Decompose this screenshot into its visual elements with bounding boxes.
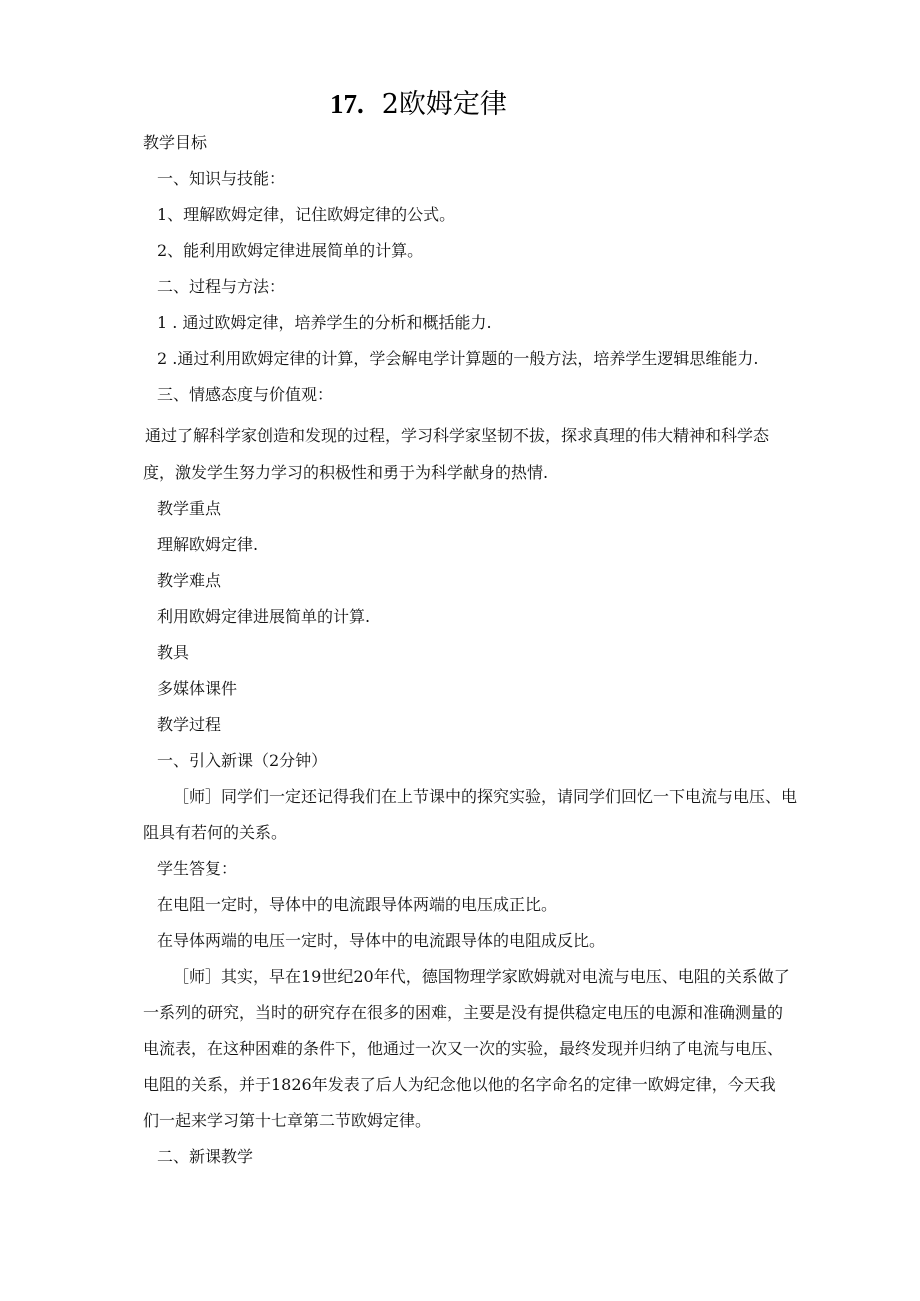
student-answer-2: 在导体两端的电压一定时，导体中的电流跟导体的电阻成反比。: [157, 931, 606, 950]
attitude-paragraph-line-2: 度，激发学生努力学习的积极性和勇于为科学献身的热情.: [143, 463, 549, 482]
attitude-paragraph-line-1: 通过了解科学家创造和发现的过程，学习科学家坚韧不拔，探求真理的伟大精神和科学态: [145, 426, 770, 445]
heading-teaching-process: 教学过程: [157, 715, 222, 734]
key-points-text: 理解欧姆定律.: [157, 535, 259, 554]
teacher-explanation-line-1: ［师］其实，早在19世纪20年代，德国物理学家欧姆就对电流与电压、电阻的关系做了: [173, 967, 790, 986]
teacher-explanation-line-4: 电阻的关系，并于1826年发表了后人为纪念他以他的名字命名的定律一欧姆定律，今天我: [143, 1075, 776, 1094]
title-text: 2欧姆定律: [381, 89, 507, 120]
document-title: [330, 86, 507, 123]
difficult-points-text: 利用欧姆定律进展简单的计算.: [157, 607, 371, 626]
heading-new-lesson: 二、新课教学: [157, 1147, 254, 1166]
process-item-1: 1 . 通过欧姆定律，培养学生的分析和概括能力.: [157, 313, 492, 332]
heading-introduction: 一、引入新课（2分钟）: [157, 751, 328, 770]
heading-attitude-values: 三、情感态度与价值观：: [157, 385, 334, 404]
heading-teaching-objectives: 教学目标: [143, 133, 208, 152]
teacher-question-line-1: ［师］同学们一定还记得我们在上节课中的探究实验，请同学们回忆一下电流与电压、电: [173, 787, 798, 806]
teacher-explanation-line-2: 一系列的研究，当时的研究存在很多的困难，主要是没有提供稳定电压的电源和准确测量的: [143, 1003, 784, 1022]
process-item-2: 2 .通过利用欧姆定律的计算，学会解电学计算题的一般方法，培养学生逻辑思维能力.: [157, 349, 759, 368]
teaching-aids-text: 多媒体课件: [157, 679, 238, 698]
heading-knowledge-skills: 一、知识与技能：: [157, 169, 286, 188]
heading-key-points: 教学重点: [157, 499, 222, 518]
heading-difficult-points: 教学难点: [157, 571, 222, 590]
title-number: 17.: [330, 89, 364, 119]
heading-process-method: 二、过程与方法：: [157, 277, 286, 296]
student-answer-label: 学生答复：: [157, 859, 238, 878]
objective-item-1: 1、理解欧姆定律，记住欧姆定律的公式。: [157, 205, 456, 224]
teacher-question-line-2: 阻具有若何的关系。: [143, 823, 288, 842]
teacher-explanation-line-5: 们一起来学习第十七章第二节欧姆定律。: [143, 1111, 432, 1130]
student-answer-1: 在电阻一定时，导体中的电流跟导体两端的电压成正比。: [157, 895, 558, 914]
heading-teaching-aids: 教具: [157, 643, 190, 662]
teacher-explanation-line-3: 电流表，在这种困难的条件下，他通过一次又一次的实验，最终发现并归纳了电流与电压、: [143, 1039, 784, 1058]
objective-item-2: 2、能利用欧姆定律进展简单的计算。: [157, 241, 424, 260]
